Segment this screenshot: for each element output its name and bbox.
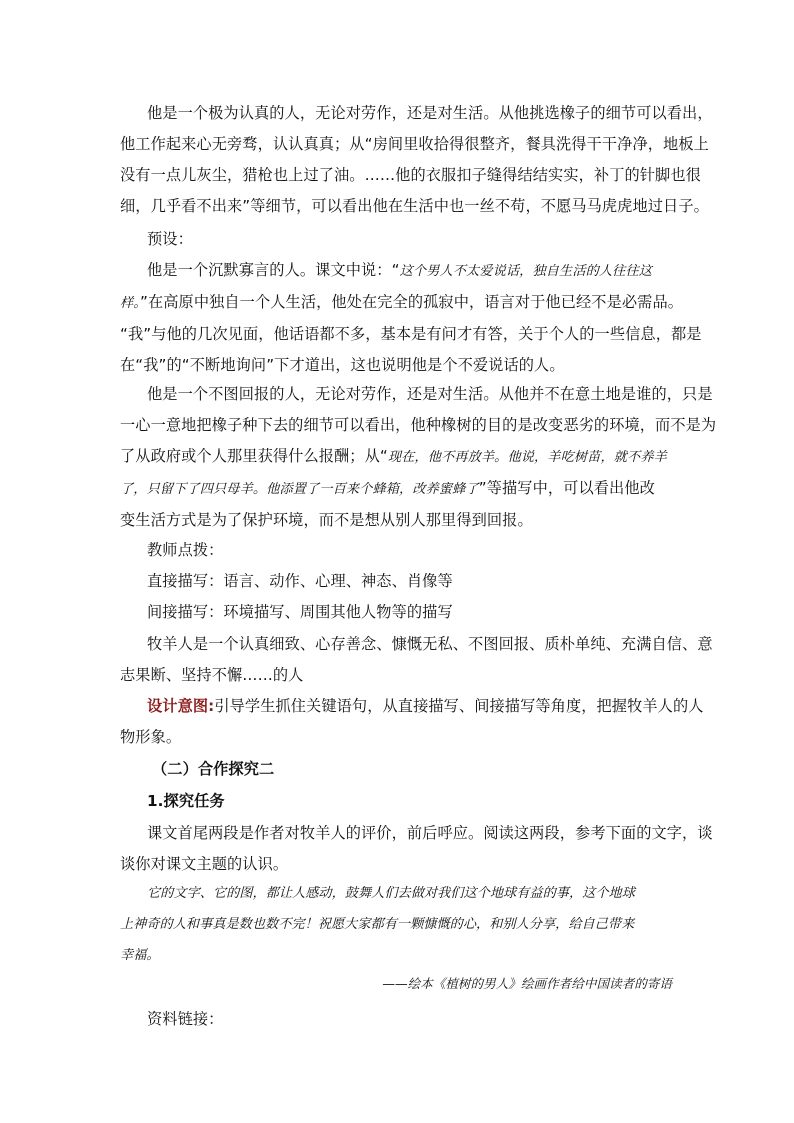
quoted-text: 这个男人不太爱说话，独自生活的人往往这 — [399, 264, 653, 279]
teacher-label: 教师点拨： — [147, 541, 224, 559]
paragraph-no-reward — [120, 379, 717, 536]
paragraph-silent-person — [120, 255, 702, 381]
section-title: （二）合作探究二 — [152, 760, 275, 778]
text-line: 变生活方式是为了保护环境，而不是想从别人那里得到回报。 — [120, 511, 533, 529]
quoted-text: 了，只留下了四只母羊。他添置了一百来个蜂箱，改养蜜蜂了 — [120, 482, 479, 497]
quote-line: 它的文字、它的图，都让人感动，鼓舞人们去做对我们这个地球有益的事，这个地球 — [147, 886, 635, 901]
quote-block — [120, 878, 668, 971]
quote-line: 幸福。 — [120, 948, 160, 963]
text-line — [120, 255, 668, 287]
text-segment: 引导学生抓住关键语句，从直接描写、间接描写等角度，把握牧羊人的人 — [214, 697, 704, 715]
text-line — [120, 691, 704, 722]
task-title-block — [120, 786, 668, 817]
paragraph-serious-person — [120, 98, 713, 222]
text-line: 一心一意地把橡子种下去的细节可以看出，他种橡树的目的是改变恶劣的环境，而不是为 — [120, 416, 717, 434]
preset-label-block — [120, 224, 668, 255]
direct-description: 直接描写：语言、动作、心理、神态、肖像等 — [147, 572, 453, 590]
task-title: 1.探究任务 — [147, 792, 225, 810]
text-line: 牧羊人是一个认真细致、心存善念、慷慨无私、不图回报、质朴单纯、充满自信、意 — [147, 635, 713, 653]
teacher-guidance-block — [120, 535, 668, 628]
text-line: 志果断、坚持不懈……的人 — [120, 666, 304, 684]
quote-line: 上神奇的人和事真是数也数不完！祝愿大家都有一颗慷慨的心，和别人分享，给自己带来 — [120, 917, 635, 932]
text-line: 没有一点儿灰尘，猎枪也上过了油。……他的衣服扣子缝得结结实实，补丁的针脚也很 — [120, 166, 701, 184]
text-segment: ”在高原中独自一个人生活，他处在完全的孤寂中，语言对于他已经不是必需品。 — [139, 293, 684, 311]
text-line: 他工作起来心无旁骛，认认真真；从“房间里收拾得很整齐，餐具洗得干干净净，地板上 — [120, 135, 709, 153]
text-line: “我”与他的几次见面，他话语都不多，基本是有问才有答，关于个人的一些信息，都是 — [120, 325, 702, 343]
indirect-description: 间接描写：环境描写、周围其他人物等的描写 — [147, 603, 453, 621]
text-line — [120, 441, 668, 473]
text-line: 课文首尾两段是作者对牧羊人的评价，前后呼应。阅读这两段，参考下面的文字，谈 — [147, 824, 713, 842]
paragraph-task-description — [120, 818, 713, 880]
design-intent-block — [120, 691, 704, 753]
text-segment: ”等描写中，可以看出他改 — [478, 479, 655, 497]
text-line — [120, 473, 668, 505]
quote-attribution: ——绘本《植树的男人》绘画作者给中国读者的寄语 — [382, 976, 672, 991]
text-line: 物形象。 — [120, 728, 182, 746]
quoted-text: 样。 — [120, 296, 140, 311]
section-title-block — [120, 754, 668, 785]
resource-label: 资料链接： — [147, 1010, 224, 1028]
paragraph-summary — [120, 629, 713, 691]
text-line: 他是一个不图回报的人，无论对劳作，还是对生活。从他并不在意土地是谁的，只是 — [147, 385, 713, 403]
text-line — [120, 287, 684, 319]
text-line: 在“我”的“不断地询问”下才道出，这也说明他是个不爱说话的人。 — [120, 356, 565, 374]
resource-label-block — [120, 1004, 668, 1035]
text-line: 他是一个极为认真的人，无论对劳作，还是对生活。从他挑选橡子的细节可以看出， — [147, 104, 713, 122]
text-line: 细，几乎看不出来”等细节，可以看出他在生活中也一丝不苟，不愿马马虎虎地过日子。 — [120, 197, 709, 215]
text-segment: 了从政府或个人那里获得什么报酬；从“ — [120, 447, 388, 465]
design-intent-label: 设计意图: — [147, 697, 215, 715]
text-line: 谈你对课文主题的认识。 — [120, 855, 289, 873]
quoted-text: 现在，他不再放羊。他说，羊吃树苗，就不养羊 — [387, 450, 667, 465]
preset-label: 预设： — [147, 230, 193, 248]
text-segment: 他是一个沉默寡言的人。课文中说：“ — [147, 261, 400, 279]
